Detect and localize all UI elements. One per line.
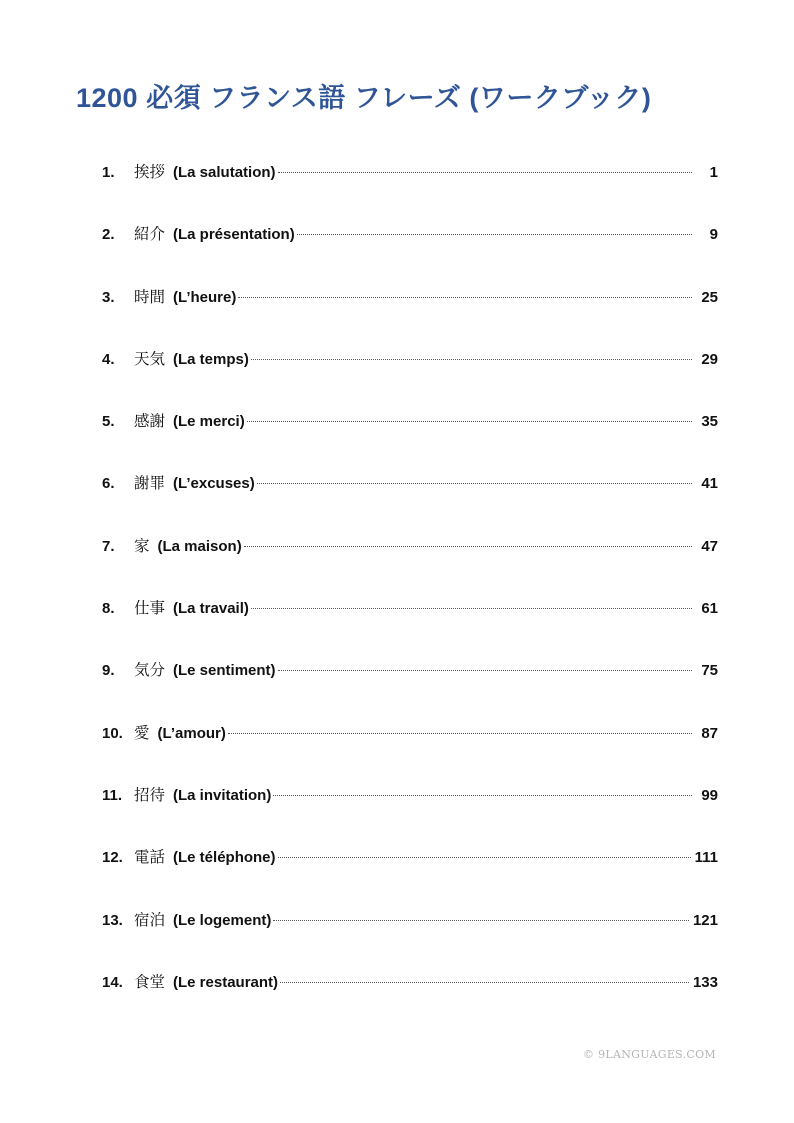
entry-page-number: 99	[701, 786, 718, 804]
toc-entry[interactable]	[102, 337, 718, 399]
dot-leader	[251, 358, 692, 360]
entry-japanese-title: 電話	[134, 849, 166, 867]
entry-number: 4.	[102, 350, 115, 368]
entry-japanese-title: 家	[134, 537, 150, 555]
table-of-contents	[102, 150, 718, 1022]
dot-leader	[278, 856, 691, 858]
entry-french-title: (La invitation)	[173, 786, 272, 804]
toc-entry[interactable]	[102, 898, 718, 960]
toc-entry[interactable]	[102, 648, 718, 710]
entry-number: 7.	[102, 537, 115, 555]
entry-page-number: 35	[701, 413, 718, 431]
entry-page-number: 61	[701, 600, 718, 618]
entry-japanese-title: 時間	[134, 288, 166, 306]
entry-number: 1.	[102, 164, 115, 181]
toc-entry[interactable]	[102, 586, 718, 648]
entry-french-title: (La salutation)	[173, 164, 276, 181]
entry-french-title: (La temps)	[173, 350, 249, 368]
dot-leader	[251, 607, 692, 609]
dot-leader	[273, 919, 689, 921]
entry-french-title: (La travail)	[173, 600, 249, 618]
entry-french-title: (L’heure)	[173, 288, 237, 306]
entry-number: 13.	[102, 911, 123, 929]
entry-page-number: 111	[694, 849, 718, 867]
entry-french-title: (L’excuses)	[173, 475, 255, 493]
dot-leader	[278, 669, 692, 671]
entry-french-title: (Le merci)	[173, 413, 245, 431]
toc-entry[interactable]	[102, 150, 718, 212]
toc-entry[interactable]	[102, 399, 718, 461]
toc-entry[interactable]	[102, 461, 718, 523]
entry-page-number: 47	[701, 537, 718, 555]
toc-entry[interactable]	[102, 711, 718, 773]
entry-french-title: (Le restaurant)	[173, 973, 279, 991]
entry-number: 9.	[102, 662, 115, 680]
toc-entry[interactable]	[102, 773, 718, 835]
entry-french-title: (Le téléphone)	[173, 849, 276, 867]
entry-number: 12.	[102, 849, 123, 867]
entry-page-number: 9	[709, 226, 718, 244]
entry-number: 14.	[102, 973, 123, 991]
dot-leader	[247, 420, 692, 422]
entry-page-number: 87	[701, 724, 718, 742]
dot-leader	[278, 171, 692, 173]
copyright-watermark: © 9LANGUAGES.COM	[583, 1048, 716, 1061]
dot-leader	[238, 296, 692, 298]
entry-number: 6.	[102, 475, 115, 493]
entry-french-title: (L’amour)	[157, 724, 226, 742]
entry-number: 3.	[102, 288, 115, 306]
entry-japanese-title: 招待	[134, 786, 166, 804]
entry-french-title: (La présentation)	[173, 226, 295, 244]
toc-entry[interactable]	[102, 212, 718, 274]
page-title: 1200 必須 フランス語 フレーズ (ワークブック)	[76, 83, 652, 113]
toc-entry[interactable]	[102, 275, 718, 337]
entry-japanese-title: 気分	[134, 662, 166, 680]
entry-number: 8.	[102, 600, 115, 618]
dot-leader	[280, 981, 689, 983]
dot-leader	[257, 482, 692, 484]
entry-page-number: 133	[692, 973, 718, 991]
entry-japanese-title: 宿泊	[134, 911, 166, 929]
entry-japanese-title: 愛	[134, 724, 150, 742]
entry-japanese-title: 紹介	[134, 226, 166, 244]
entry-page-number: 1	[709, 164, 718, 181]
entry-japanese-title: 天気	[134, 350, 166, 368]
entry-page-number: 29	[701, 350, 718, 368]
entry-japanese-title: 挨拶	[134, 164, 166, 181]
entry-french-title: (Le sentiment)	[173, 662, 276, 680]
dot-leader	[228, 732, 692, 734]
entry-number: 10.	[102, 724, 123, 742]
entry-japanese-title: 仕事	[134, 600, 166, 618]
entry-number: 5.	[102, 413, 115, 431]
entry-number: 11.	[102, 786, 123, 804]
toc-entry[interactable]	[102, 524, 718, 586]
toc-entry[interactable]	[102, 960, 718, 1022]
entry-french-title: (Le logement)	[173, 911, 272, 929]
dot-leader	[273, 794, 692, 796]
entry-page-number: 41	[701, 475, 718, 493]
entry-page-number: 75	[701, 662, 718, 680]
entry-japanese-title: 感謝	[134, 413, 166, 431]
toc-entry[interactable]	[102, 835, 718, 897]
entry-number: 2.	[102, 226, 115, 244]
entry-page-number: 121	[692, 911, 718, 929]
entry-french-title: (La maison)	[157, 537, 242, 555]
entry-japanese-title: 謝罪	[134, 475, 166, 493]
entry-page-number: 25	[701, 288, 718, 306]
entry-japanese-title: 食堂	[134, 973, 166, 991]
dot-leader	[297, 233, 692, 235]
dot-leader	[244, 545, 692, 547]
